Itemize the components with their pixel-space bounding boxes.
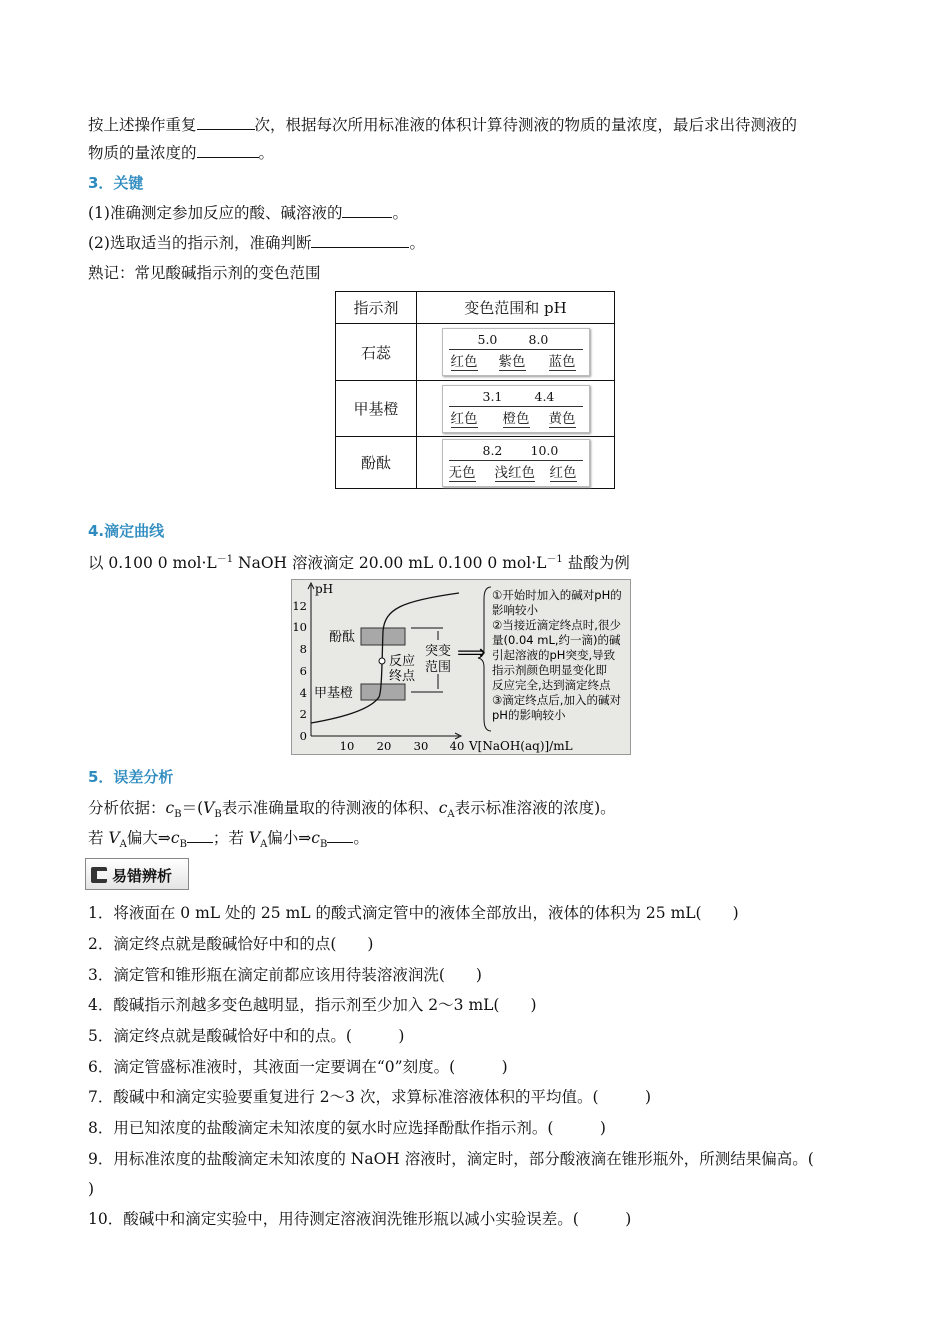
subscript: B (179, 839, 187, 851)
subscript: B (214, 809, 222, 821)
x-axis-label: V[NaOH(aq)]/mL (469, 739, 573, 753)
color-scale (442, 439, 590, 487)
indicator-name: 甲基橙 (336, 381, 417, 437)
symbol-c: c (170, 829, 180, 847)
scale-line (449, 349, 583, 350)
section-5-heading: 5．误差分析 (88, 768, 174, 786)
methyl-orange-label: 甲基橙 (314, 686, 354, 701)
cond-text: 。 (353, 829, 369, 847)
ph-high: 8.0 (528, 332, 549, 347)
fill-blank (197, 143, 259, 158)
symbol-v: V (108, 829, 120, 847)
table-header-row (336, 292, 615, 324)
color-high: 蓝色 (548, 354, 576, 370)
jump-label-1: 突变 (425, 644, 452, 659)
note-line: 量(0.04 mL,约一滴)的碱 (492, 633, 621, 647)
analysis-basis (88, 798, 616, 825)
titration-curve-figure (291, 579, 631, 755)
item-text: 。 (392, 204, 408, 222)
y-axis-label: pH (315, 582, 334, 596)
note-line: 影响较小 (492, 603, 538, 617)
desc-text: NaOH 溶液滴定 20.00 mL 0.100 0 mol·L (233, 554, 547, 573)
y-tick: 0 (299, 729, 307, 743)
jump-label-2: 范围 (425, 660, 452, 675)
question-item: 6．滴定管盛标准液时，其液面一定要调在“0”刻度。( ) (88, 1058, 508, 1076)
x-tick: 20 (376, 739, 392, 753)
y-tick: 10 (292, 620, 307, 634)
header-indicator: 指示剂 (336, 292, 417, 324)
ph-low: 3.1 (482, 388, 503, 404)
basis-text: 表示标准溶液的浓度)。 (454, 799, 616, 817)
question-item: 5．滴定终点就是酸碱恰好中和的点。( ) (88, 1027, 405, 1045)
desc-sup: －1 (216, 554, 234, 565)
y-tick: 2 (299, 707, 307, 721)
note-line: 引起溶液的pH突变,导致 (492, 648, 616, 662)
note-line: pH的影响较小 (492, 708, 566, 722)
color-scale (442, 328, 590, 376)
question-item: 7．酸碱中和滴定实验要重复进行 2～3 次，求算标准溶液体积的平均值。( ) (88, 1088, 652, 1106)
x-tick: 30 (413, 739, 429, 753)
table-row (336, 437, 615, 489)
desc-text: 盐酸为例 (562, 554, 630, 573)
fill-blank (342, 203, 392, 218)
ph-high: 10.0 (530, 442, 559, 458)
desc-sup: －1 (546, 554, 563, 565)
intro-text: 次，根据每次所用标准液的体积计算待测液的物质的量浓度，最后求出待测液的 (254, 116, 798, 134)
section-4-description (88, 550, 630, 573)
symbol-c: c (438, 799, 448, 817)
fill-blank (197, 115, 255, 130)
range-cell (417, 324, 615, 381)
item-text: (2)选取适当的指示剂，准确判断 (88, 234, 312, 252)
indicator-name: 酚酞 (336, 437, 417, 489)
intro-line-1 (88, 115, 797, 135)
badge-label: 易错辨析 (112, 867, 173, 885)
fill-blank (327, 828, 353, 843)
subscript: B (174, 809, 182, 821)
color-mid: 浅红色 (494, 464, 535, 481)
intro-text: 。 (258, 144, 275, 162)
table-row (336, 324, 615, 381)
ph-low: 5.0 (477, 332, 498, 347)
subscript: B (319, 839, 328, 851)
badge-icon (91, 867, 107, 883)
phenolphthalein-label: 酚酞 (329, 630, 356, 645)
range-cell (417, 437, 615, 489)
indicator-table (335, 291, 615, 489)
y-tick: 8 (299, 642, 307, 656)
cond-text: 若 (88, 829, 109, 847)
question-item: 4．酸碱指示剂越多变色越明显，指示剂至少加入 2～3 mL( ) (88, 996, 537, 1014)
error-analysis-badge (85, 858, 189, 890)
implication-arrow: ⟹ (457, 640, 486, 664)
section-3-item-2 (88, 233, 425, 253)
x-tick: 10 (339, 739, 355, 753)
color-low: 无色 (448, 464, 476, 481)
scale-line (449, 460, 583, 461)
methyl-orange-range-box (361, 684, 405, 700)
note-line: ①开始时加入的碱对pH的 (492, 588, 622, 602)
basis-text: ＝( (181, 799, 204, 817)
memo-text: 熟记：常见酸碱指示剂的变色范围 (88, 264, 321, 282)
color-high: 红色 (549, 464, 577, 481)
table-row (336, 381, 615, 437)
color-scale (442, 385, 590, 433)
color-low: 红色 (450, 354, 478, 370)
ph-low: 8.2 (482, 442, 503, 458)
subscript: A (447, 809, 455, 821)
cond-text: ；若 (212, 829, 249, 847)
basis-text: 分析依据： (88, 799, 166, 817)
symbol-v: V (248, 829, 261, 847)
indicator-name: 石蕊 (336, 324, 417, 381)
item-text: (1)准确测定参加反应的酸、碱溶液的 (88, 204, 343, 222)
y-tick: 4 (299, 686, 307, 700)
section-3-heading: 3．关键 (88, 174, 144, 192)
note-line: ③滴定终点后,加入的碱对 (492, 693, 621, 707)
subscript: A (119, 839, 127, 851)
section-3-item-1 (88, 203, 408, 223)
color-mid: 橙色 (502, 410, 530, 427)
scale-line (449, 406, 583, 407)
note-line: ②当接近滴定终点时,很少 (492, 618, 621, 632)
question-item: 8．用已知浓度的盐酸滴定未知浓度的氨水时应选择酚酞作指示剂。( ) (88, 1119, 606, 1137)
symbol-c: c (165, 799, 175, 817)
note-line: 反应完全,达到滴定终点 (492, 678, 611, 692)
question-item: 2．滴定终点就是酸碱恰好中和的点( ) (88, 935, 374, 953)
note-line: 指示剂颜色明显变化即 (492, 663, 607, 677)
header-range: 变色范围和 pH (417, 292, 615, 324)
section-4-heading: 4.滴定曲线 (88, 522, 165, 540)
ph-high: 4.4 (534, 388, 555, 404)
endpoint-label-1: 反应 (389, 654, 416, 669)
color-low: 红色 (450, 410, 478, 427)
endpoint-label-2: 终点 (389, 669, 416, 684)
intro-text: 按上述操作重复 (88, 116, 197, 134)
subscript: A (260, 839, 268, 851)
endpoint-marker (379, 658, 385, 664)
y-tick: 6 (299, 664, 307, 678)
range-cell (417, 381, 615, 437)
basis-text: 表示准确量取的待测液的体积、 (221, 799, 439, 817)
desc-text: 以 0.100 0 mol·L (88, 554, 217, 573)
question-item-continued: ) (88, 1180, 95, 1198)
y-tick: 12 (292, 599, 307, 613)
fill-blank (311, 233, 409, 248)
intro-text: 物质的量浓度的 (88, 144, 197, 162)
symbol-v: V (203, 799, 215, 817)
symbol-c: c (311, 829, 320, 847)
color-mid: 紫色 (498, 354, 526, 370)
item-text: 。 (409, 234, 425, 252)
fill-blank (187, 828, 213, 843)
x-tick: 40 (449, 739, 465, 753)
question-item: 10．酸碱中和滴定实验中，用待测定溶液润洗锥形瓶以减小实验误差。( ) (88, 1210, 632, 1228)
error-condition (88, 828, 369, 855)
color-high: 黄色 (548, 410, 576, 427)
question-item: 3．滴定管和锥形瓶在滴定前都应该用待装溶液润洗( ) (88, 966, 482, 984)
question-item: 1．将液面在 0 mL 处的 25 mL 的酸式滴定管中的液体全部放出，液体的体积为 25 mL( ) (88, 904, 739, 922)
cond-text: 偏大⇒ (126, 829, 171, 847)
cond-text: 偏小⇒ (267, 829, 312, 847)
question-item: 9．用标准浓度的盐酸滴定未知浓度的 NaOH 溶液时，滴定时，部分酸液滴在锥形瓶外，所测结果偏高。( (88, 1150, 814, 1168)
intro-line-2 (88, 143, 274, 163)
